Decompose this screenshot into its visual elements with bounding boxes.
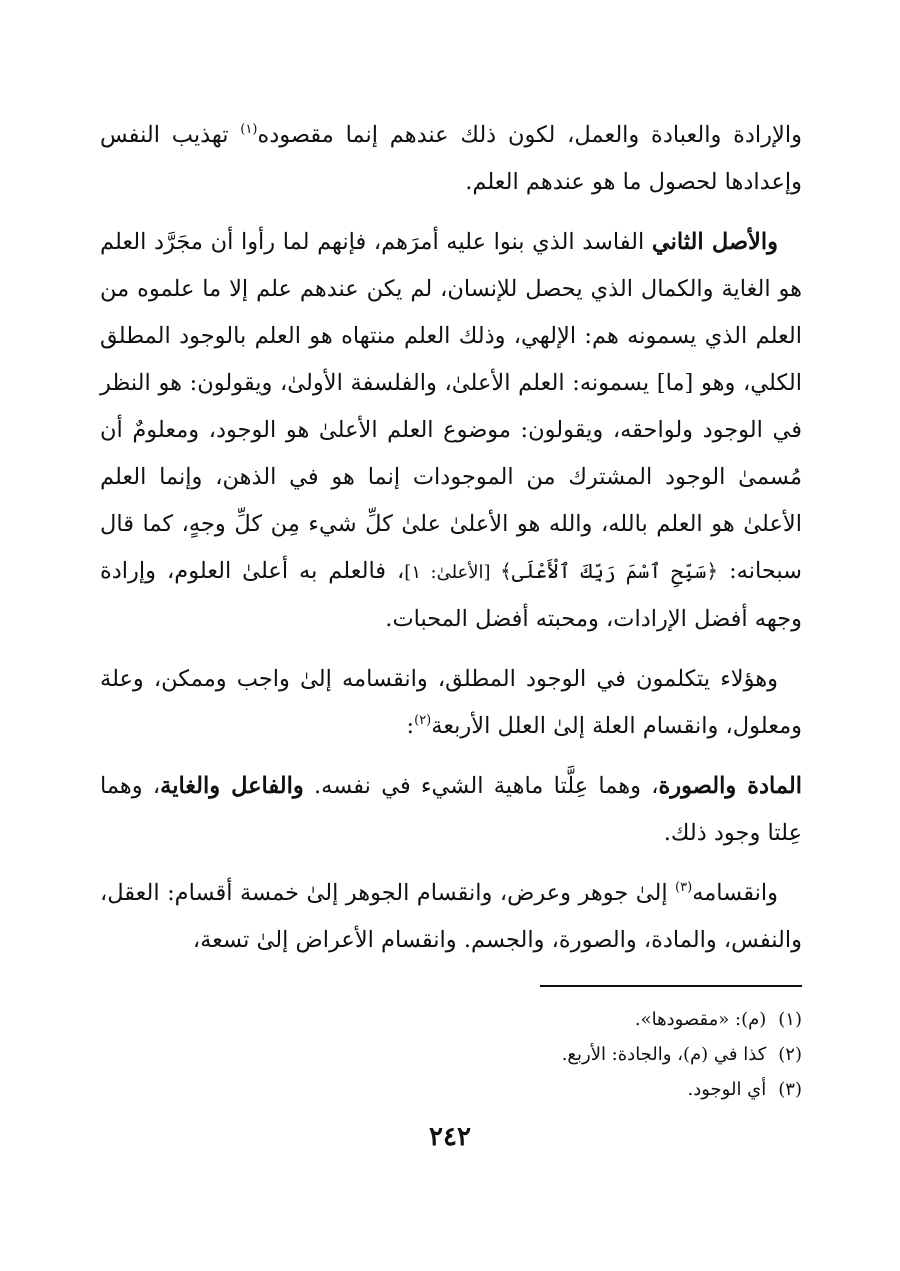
footnote-1 <box>100 1002 802 1037</box>
main-text <box>100 112 802 977</box>
footnote-ref-1: (١) <box>240 122 258 137</box>
text-run: وانقسامه <box>692 880 778 906</box>
text-run: ، وهما عِلَّتا ماهية الشيء في نفسه. <box>303 773 659 799</box>
footnote-number: (٣) <box>778 1079 802 1100</box>
paragraph-5 <box>100 870 802 964</box>
bold-term: والفاعل والغاية <box>160 773 304 799</box>
footnote-number: (٢) <box>778 1044 802 1065</box>
paragraph-1 <box>100 112 802 206</box>
text-run: والإرادة والعبادة والعمل، لكون ذلك عندهم إنما مقصوده <box>257 122 802 148</box>
paragraph-2 <box>100 219 802 643</box>
text-run: تهذيب النفس وإعدادها لحصول ما هو عندهم العلم. <box>100 122 802 195</box>
footnote-number: (١) <box>778 1009 802 1030</box>
text-run: ، وهما عِلتا وجود ذلك. <box>100 773 802 846</box>
quran-verse: ﴿سَبِّحِ ٱسْمَ رَبِّكَ ٱلْأَعْلَى﴾ <box>500 559 719 583</box>
footnote-text: (م): «مقصودها». <box>634 1009 767 1030</box>
footnote-text: أي الوجود. <box>687 1079 767 1100</box>
bold-term: المادة والصورة <box>658 773 802 799</box>
bold-heading-text: والأصل الثاني <box>651 229 778 255</box>
footnotes <box>100 1002 802 1107</box>
footnote-ref-3: (٣) <box>675 880 693 895</box>
text-run: ، فالعلم به أعلىٰ العلوم، وإرادة وجهه أفضل الإرادات، ومحبته أفضل المحبات. <box>100 558 802 632</box>
text-run: إلىٰ جوهر وعرض، وانقسام الجوهر إلىٰ خمسة أقسام: العقل، والنفس، والمادة، والصورة، والجسم. وانقسام الأعراض إلىٰ تسعة، <box>100 880 802 953</box>
paragraph-3 <box>100 656 802 750</box>
paragraph-4 <box>100 763 802 857</box>
verse-reference: [الأعلىٰ: ١] <box>404 562 501 583</box>
footnote-separator <box>540 985 802 987</box>
footnote-2 <box>100 1037 802 1072</box>
footnote-text: كذا في (م)، والجادة: الأربع. <box>561 1044 767 1065</box>
text-run: : <box>406 713 415 739</box>
text-run: وهؤلاء يتكلمون في الوجود المطلق، وانقسامه إلىٰ واجب وممكن، وعلة ومعلول، وانقسام العلة إلىٰ العلل الأربعة <box>100 666 802 739</box>
footnote-3 <box>100 1072 802 1107</box>
footnote-ref-2: (٢) <box>414 713 432 728</box>
text-run: الفاسد الذي بنوا عليه أمرَهم، فإنهم لما رأوا أن مجَرَّد العلم هو الغاية والكمال الذي يحصل للإنسان، لم يكن عندهم علم إلا ما علموه من العلم الذي يسمونه هم: الإلهي، وذلك العلم منتهاه هو العلم بالوجود المطلق الكلي، وهو [ما] يسمونه: العلم الأعلىٰ، والفلسفة الأولىٰ، ويقولون: هو النظر في الوجود ولواحقه، ويقولون: موضوع العلم الأعلىٰ هو الوجود، ومعلومٌ أن مُسمىٰ الوجود المشترك من الموجودات إنما هو في الذهن، وإنما العلم الأعلىٰ هو العلم بالله، والله هو الأعلىٰ علىٰ كلِّ شيء مِن كلِّ وجهٍ، كما قال سبحانه: <box>100 229 802 584</box>
page-number: ٢٤٢ <box>429 1122 471 1152</box>
